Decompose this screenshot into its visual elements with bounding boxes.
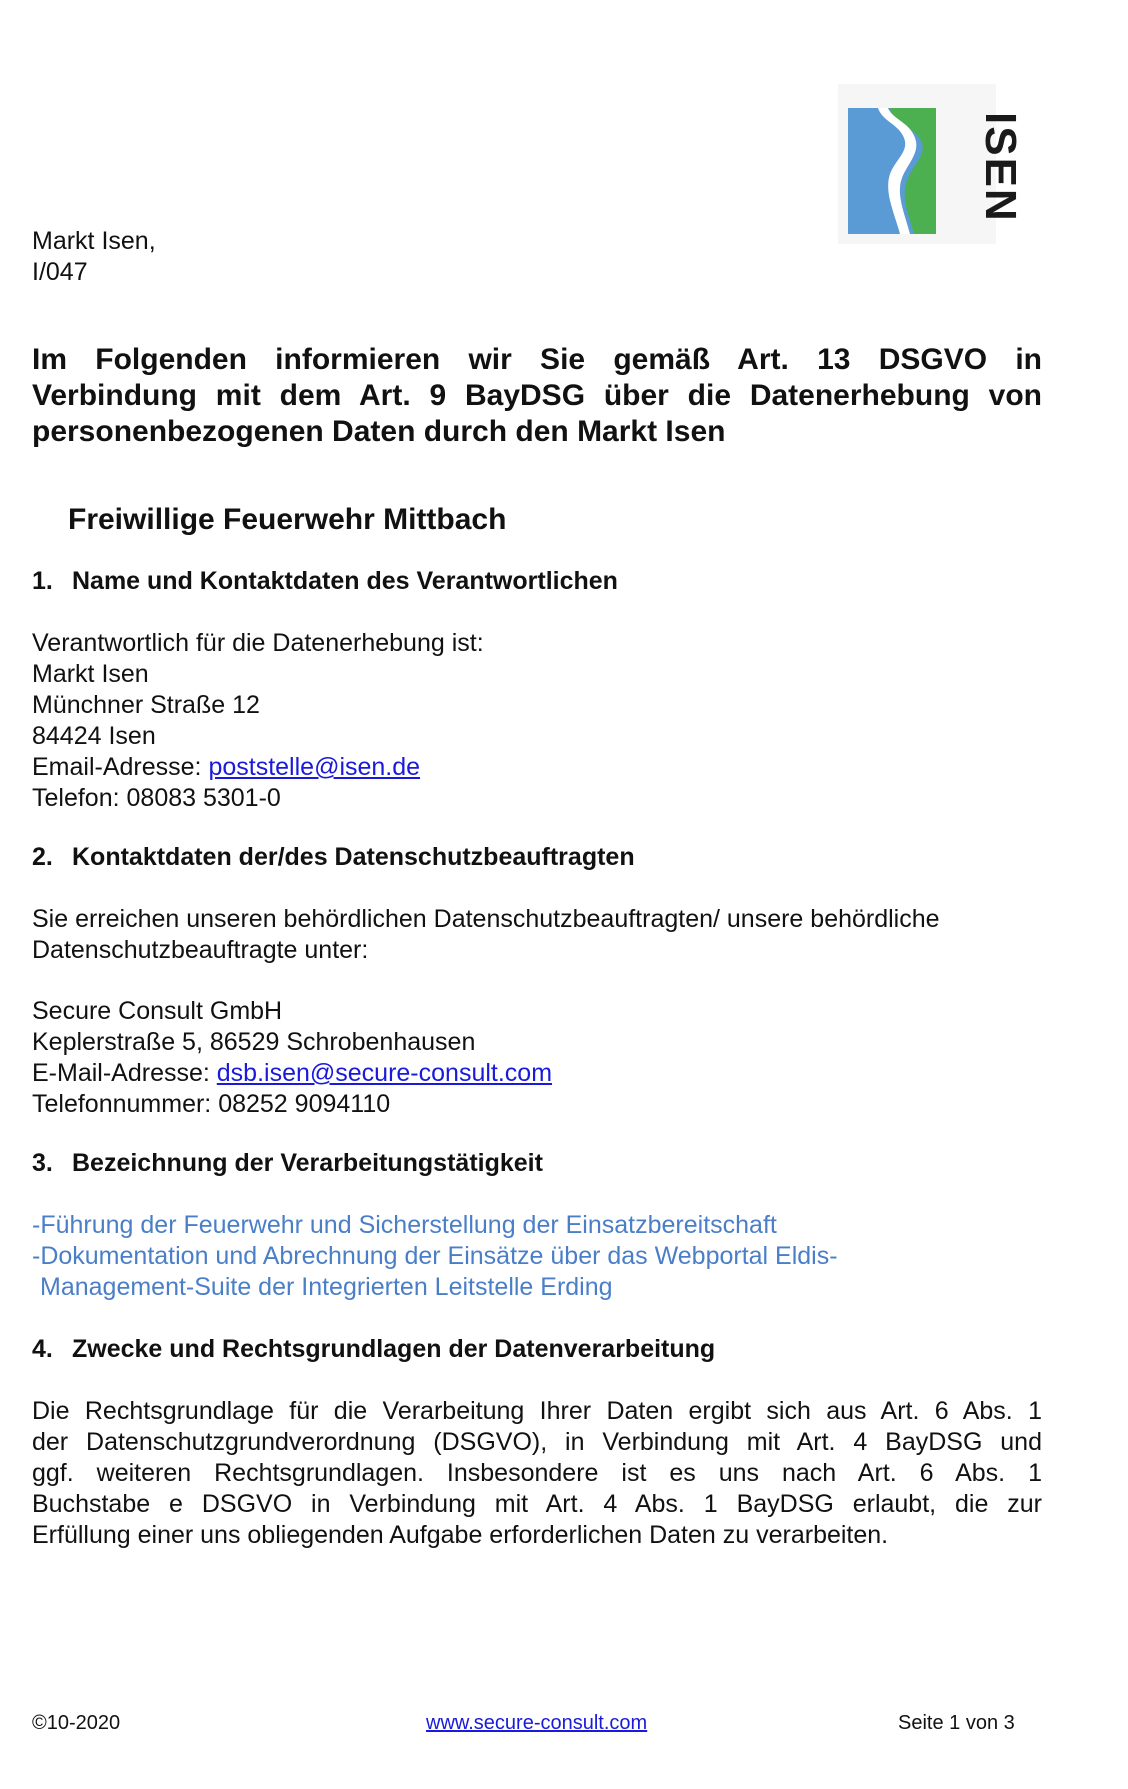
section-number: 4.: [32, 1335, 53, 1363]
legal-basis-line: ggf. weiteren Rechtsgrundlagen. Insbesondere ist es uns nach Art. 6 Abs. 1: [32, 1459, 1042, 1487]
isen-logo: [838, 84, 1025, 244]
controller-city: 84424 Isen: [32, 722, 156, 750]
footer-website-link[interactable]: www.secure-consult.com: [426, 1712, 648, 1734]
footer-copyright: ©10-2020: [32, 1712, 121, 1734]
section-3-body: [32, 1210, 838, 1303]
section-4-heading: [32, 1334, 715, 1365]
sender-name: Markt Isen,: [32, 227, 156, 255]
sender-reference: I/047: [32, 258, 88, 286]
legal-basis-line: Erfüllung einer uns obliegenden Aufgabe erforderlichen Daten zu verarbeiten.: [32, 1521, 889, 1549]
sender-block: [32, 226, 156, 288]
dpo-email-line: [32, 1058, 552, 1089]
title-line: Verbindung mit dem Art. 9 BayDSG über die Datenerhebung von: [32, 379, 1042, 412]
controller-phone: Telefon: 08083 5301-0: [32, 784, 281, 812]
logo-text: ISEN: [976, 112, 1025, 223]
section-title: Bezeichnung der Verarbeitungstätigkeit: [72, 1149, 543, 1177]
dpo-phone: Telefonnummer: 08252 9094110: [32, 1090, 391, 1118]
processing-activity-item: -Dokumentation und Abrechnung der Einsätze über das Webportal Eldis-: [32, 1242, 838, 1270]
section-number: 2.: [32, 843, 53, 871]
legal-basis-line: Buchstabe e DSGVO in Verbindung mit Art. 4 Abs. 1 BayDSG erlaubt, die zur: [32, 1490, 1042, 1518]
title-line: personenbezogenen Daten durch den Markt Isen: [32, 415, 726, 448]
processing-activity-item: -Führung der Feuerwehr und Sicherstellung der Einsatzbereitschaft: [32, 1211, 777, 1239]
section-3-heading: [32, 1148, 543, 1179]
controller-intro: Verantwortlich für die Datenerhebung ist:: [32, 629, 484, 657]
section-1-body: [32, 628, 484, 814]
section-title: Zwecke und Rechtsgrundlagen der Datenverarbeitung: [72, 1335, 716, 1363]
section-title: Kontaktdaten der/des Datenschutzbeauftragten: [72, 843, 635, 871]
dpo-address: Keplerstraße 5, 86529 Schrobenhausen: [32, 1028, 476, 1056]
document-subtitle: Freiwillige Feuerwehr Mittbach: [68, 503, 507, 536]
section-2-contact: [32, 996, 552, 1120]
title-line: Im Folgenden informieren wir Sie gemäß Art. 13 DSGVO in: [32, 343, 1042, 376]
isen-logo-graphic: [838, 84, 1025, 244]
email-label: E-Mail-Adresse:: [32, 1059, 210, 1087]
section-2-intro: [32, 904, 940, 966]
controller-email-link[interactable]: poststelle@isen.de: [208, 753, 421, 781]
email-label: Email-Adresse:: [32, 753, 202, 781]
section-2-heading: [32, 842, 635, 873]
section-number: 1.: [32, 567, 53, 595]
legal-basis-line: Die Rechtsgrundlage für die Verarbeitung Ihrer Daten ergibt sich aus Art. 6 Abs. 1: [32, 1397, 1042, 1425]
footer-page-number: Seite 1 von 3: [898, 1712, 1015, 1734]
controller-name: Markt Isen: [32, 660, 149, 688]
dpo-intro-line: Sie erreichen unseren behördlichen Datenschutzbeauftragten/ unsere behördliche: [32, 905, 940, 933]
dpo-intro-line: Datenschutzbeauftragte unter:: [32, 936, 369, 964]
legal-basis-line: der Datenschutzgrundverordnung (DSGVO), in Verbindung mit Art. 4 BayDSG und: [32, 1428, 1042, 1456]
section-4-body: [32, 1396, 1042, 1551]
processing-activity-item-continued: Management-Suite der Integrierten Leitstelle Erding: [40, 1273, 613, 1301]
dpo-company: Secure Consult GmbH: [32, 997, 283, 1025]
document-title: [32, 342, 1042, 450]
section-title: Name und Kontaktdaten des Verantwortlichen: [72, 567, 618, 595]
section-number: 3.: [32, 1149, 53, 1177]
controller-email-line: [32, 752, 484, 783]
section-1-heading: [32, 566, 618, 597]
controller-street: Münchner Straße 12: [32, 691, 260, 719]
dpo-email-link[interactable]: dsb.isen@secure-consult.com: [216, 1059, 553, 1087]
